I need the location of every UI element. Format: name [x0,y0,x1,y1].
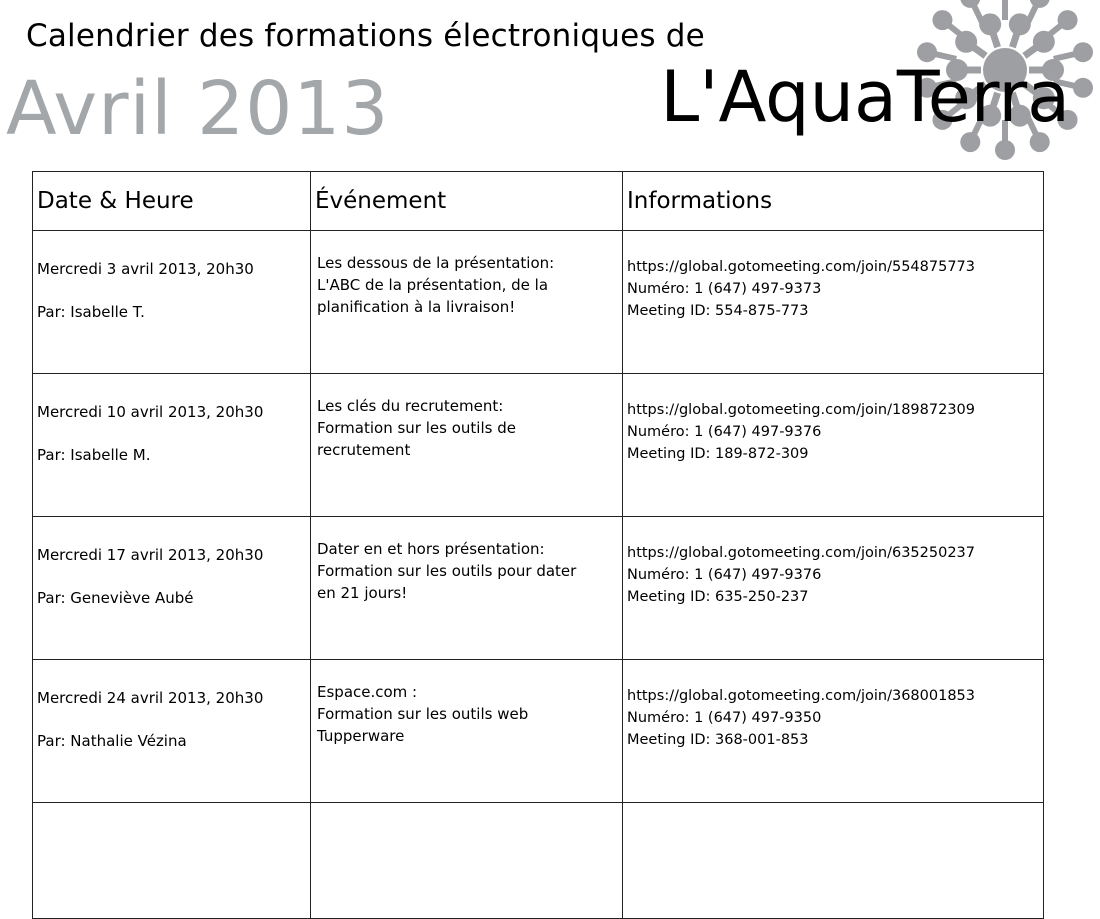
phone-number: Numéro: 1 (647) 497-9376 [627,424,822,440]
meeting-link[interactable]: https://global.gotomeeting.com/join/368001853 [627,688,976,704]
meeting-id: Meeting ID: 554-875-773 [627,303,809,319]
table-row [33,231,1044,374]
event-cell [311,517,623,660]
event-description: Tupperware [317,727,405,745]
date-cell [33,517,311,660]
month-heading: Avril 2013 [6,66,390,152]
event-description: planification à la livraison! [317,298,516,316]
event-description: Formation sur les outils pour dater [317,562,577,580]
event-description: en 21 jours! [317,584,408,602]
date-cell [33,231,311,374]
event-title: Espace.com : [317,683,418,701]
empty-cell [311,803,623,919]
event-cell [311,374,623,517]
presenter-name: Par: Geneviève Aubé [37,589,194,607]
empty-cell [33,803,311,919]
event-description: Formation sur les outils web [317,705,529,723]
column-header-event: Événement [311,172,623,231]
event-date: Mercredi 24 avril 2013, 20h30 [37,689,264,707]
event-date: Mercredi 17 avril 2013, 20h30 [37,546,264,564]
event-date: Mercredi 10 avril 2013, 20h30 [37,403,264,421]
empty-cell [623,803,1044,919]
info-cell [623,660,1044,803]
presenter-name: Par: Nathalie Vézina [37,732,187,750]
info-cell [623,231,1044,374]
table-header-row [33,172,1044,231]
event-date: Mercredi 3 avril 2013, 20h30 [37,260,254,278]
event-cell [311,660,623,803]
event-description: recrutement [317,441,411,459]
table-row [33,660,1044,803]
training-schedule-table [32,171,1044,919]
event-description: Formation sur les outils de [317,419,516,437]
presenter-name: Par: Isabelle T. [37,303,145,321]
info-cell [623,517,1044,660]
meeting-id: Meeting ID: 189-872-309 [627,446,809,462]
info-cell [623,374,1044,517]
presenter-name: Par: Isabelle M. [37,446,151,464]
brand-name: L'AquaTerra [660,56,1070,138]
empty-table-row [33,803,1044,919]
table-row [33,374,1044,517]
table-row [33,517,1044,660]
meeting-link[interactable]: https://global.gotomeeting.com/join/554875773 [627,259,976,275]
column-header-info: Informations [623,172,1044,231]
meeting-id: Meeting ID: 635-250-237 [627,589,809,605]
phone-number: Numéro: 1 (647) 497-9373 [627,281,822,297]
event-title: Dater en et hors présentation: [317,540,545,558]
phone-number: Numéro: 1 (647) 497-9376 [627,567,822,583]
event-title: Les clés du recrutement: [317,397,504,415]
column-header-date: Date & Heure [33,172,311,231]
event-title: Les dessous de la présentation: [317,254,555,272]
event-description: L'ABC de la présentation, de la [317,276,549,294]
meeting-link[interactable]: https://global.gotomeeting.com/join/635250237 [627,545,976,561]
meeting-id: Meeting ID: 368-001-853 [627,732,809,748]
calendar-title: Calendrier des formations électroniques de [26,18,705,54]
meeting-link[interactable]: https://global.gotomeeting.com/join/189872309 [627,402,976,418]
date-cell [33,660,311,803]
phone-number: Numéro: 1 (647) 497-9350 [627,710,822,726]
date-cell [33,374,311,517]
event-cell [311,231,623,374]
